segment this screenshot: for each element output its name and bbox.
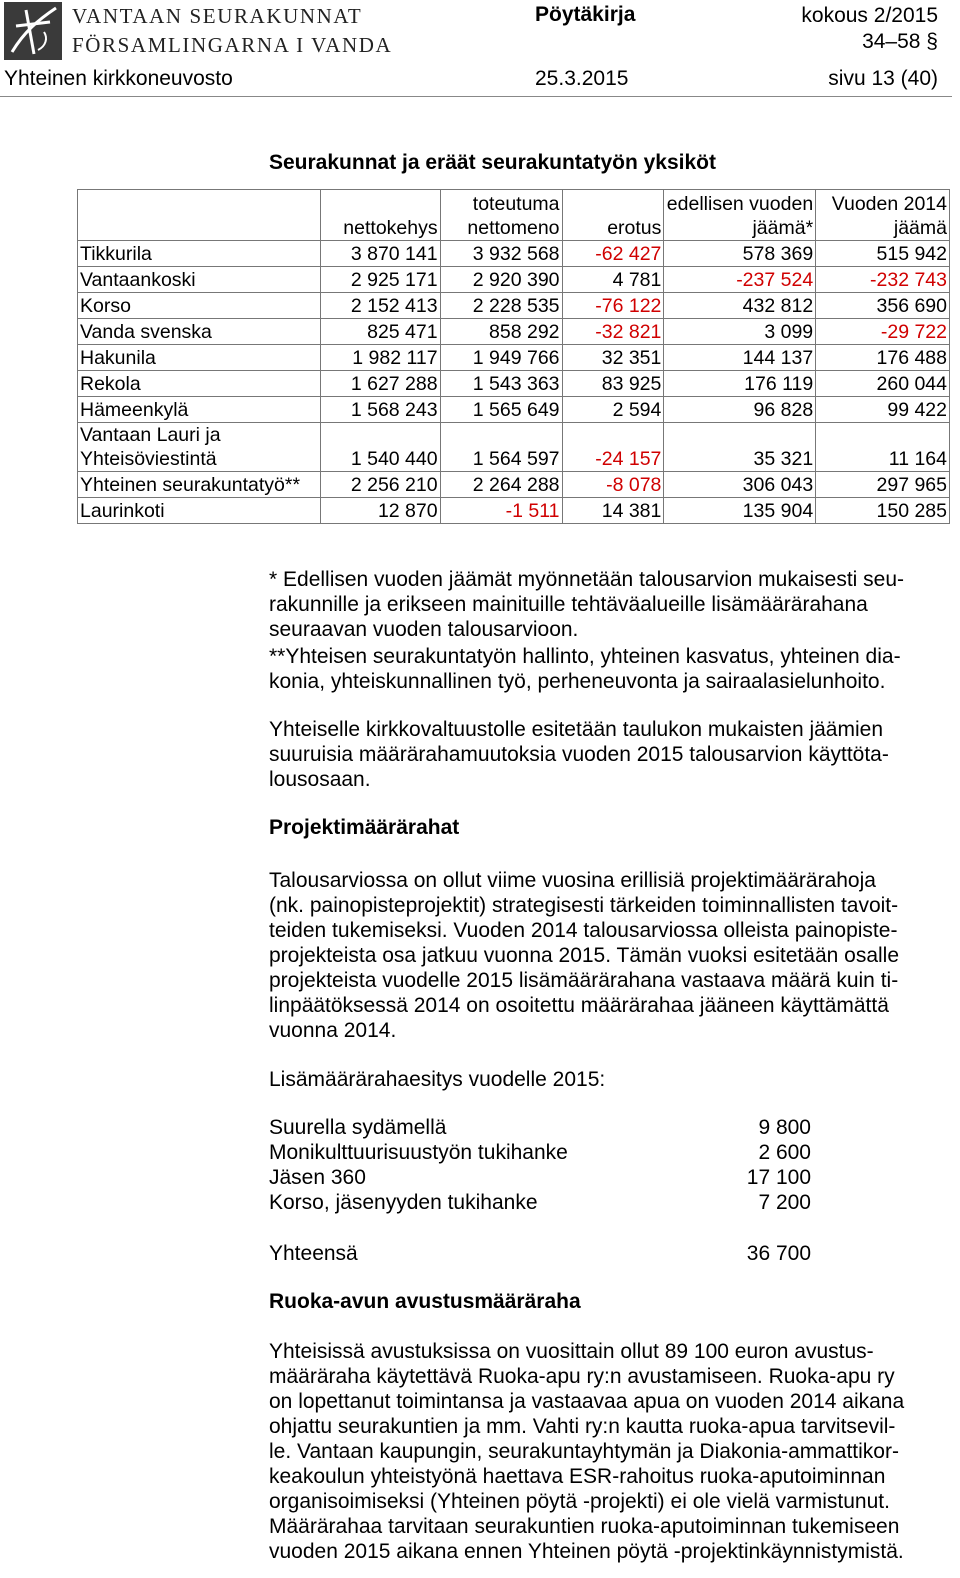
table-row [78, 371, 950, 397]
table-cell: 96 828 [664, 397, 816, 423]
table-cell: -24 157 [562, 423, 664, 472]
row-label-line: Hämeenkylä [80, 399, 189, 421]
table-cell: 99 422 [816, 397, 950, 423]
column-header-line: jäämä* [752, 217, 814, 239]
column-header-line [565, 192, 662, 216]
table-body [78, 241, 950, 524]
total-label: Yhteensä [269, 1242, 358, 1265]
text-line: keakoulun yhteistyönä haettava ESR-rahoitus ruoka-aputoiminnan [269, 1465, 886, 1488]
table-cell: 135 904 [664, 498, 816, 524]
text-line: vuoden 2015 aikana ennen Yhteinen pöytä -projektinkäynnistymistä. [269, 1540, 904, 1563]
text-line: projekteista vuodelle 2015 lisämäärärahana vastaava määrä kuin ti- [269, 969, 899, 992]
table-cell: 11 164 [816, 423, 950, 472]
table-cell: 176 488 [816, 345, 950, 371]
heading-food-aid: Ruoka-avun avustusmääräraha [269, 1290, 581, 1313]
row-label-line: Tikkurila [80, 243, 152, 265]
column-header-line: Vuoden 2014 [831, 193, 947, 215]
table-cell: 260 044 [816, 371, 950, 397]
column-header [78, 190, 321, 241]
text-line: **Yhteisen seurakuntatyön hallinto, yhteinen kasvatus, yhteinen dia- [269, 645, 901, 668]
text-line: (nk. painopisteprojektit) strategisesti tärkeiden toiminnallisten tavoit- [269, 894, 899, 917]
table-header-row [78, 190, 950, 241]
table-cell: 35 321 [664, 423, 816, 472]
table-cell: 3 099 [664, 319, 816, 345]
table-cell: 432 812 [664, 293, 816, 319]
table-cell: 2 152 413 [320, 293, 440, 319]
table-cell: 2 228 535 [440, 293, 562, 319]
table-cell: 2 920 390 [440, 267, 562, 293]
row-label-line: Hakunila [80, 347, 156, 369]
table-cell: 83 925 [562, 371, 664, 397]
footnote-2 [269, 644, 954, 694]
table-cell: 1 565 649 [440, 397, 562, 423]
table-row [78, 345, 950, 371]
table-cell: 2 256 210 [320, 472, 440, 498]
text-line: * Edellisen vuoden jäämät myönnetään talousarvion mukaisesti seu- [269, 568, 905, 591]
budget-item [269, 1140, 811, 1165]
row-label [78, 498, 321, 524]
total-amount: 36 700 [746, 1242, 811, 1265]
document-date: 25.3.2015 [535, 67, 629, 90]
table-cell: -29 722 [816, 319, 950, 345]
table-row [78, 472, 950, 498]
row-label [78, 423, 321, 472]
table-cell: -32 821 [562, 319, 664, 345]
parish-logo-icon [4, 2, 62, 60]
row-label-line: Laurinkoti [80, 500, 165, 522]
row-label-line: Korso [80, 295, 131, 317]
text-line: teiden tukemiseksi. Vuoden 2014 talousarviossa olleista painopiste- [269, 919, 898, 942]
column-header [664, 190, 816, 241]
org-name-finnish: VANTAAN SEURAKUNNAT [72, 4, 363, 28]
text-line: rakunnille ja erikseen mainituille tehtäväalueille lisämäärärahana [269, 593, 868, 616]
column-header-line [323, 192, 438, 216]
row-label [78, 241, 321, 267]
section-title: Seurakunnat ja eräät seurakuntatyön yksiköt [269, 151, 716, 174]
document-type: Pöytäkirja [535, 3, 636, 26]
text-line: Yhteiselle kirkkovaltuustolle esitetään taulukon mukaisten jäämien [269, 718, 884, 741]
table-cell: 1 540 440 [320, 423, 440, 472]
meeting-info [801, 3, 938, 55]
table-row [78, 241, 950, 267]
table-cell: -232 743 [816, 267, 950, 293]
table-cell: 356 690 [816, 293, 950, 319]
table-cell: 578 369 [664, 241, 816, 267]
column-header-line: erotus [607, 217, 662, 239]
table-cell: 144 137 [664, 345, 816, 371]
heading-project-appropriations: Projektimäärärahat [269, 816, 460, 839]
row-label [78, 267, 321, 293]
table-cell: -62 427 [562, 241, 664, 267]
text-line: Yhteisissä avustuksissa on vuosittain ollut 89 100 euron avustus- [269, 1340, 874, 1363]
paragraph-3 [269, 1339, 954, 1564]
column-header-line [80, 216, 318, 240]
text-line: on lopettanut toimintansa ja vastaavaa apua on vuoden 2014 aikana [269, 1390, 905, 1413]
budget-item-label: Jäsen 360 [269, 1166, 366, 1189]
row-label-line: Vanda svenska [80, 321, 212, 343]
table-cell: 1 564 597 [440, 423, 562, 472]
budget-item [269, 1115, 811, 1140]
text-line: Talousarviossa on ollut viime vuosina erillisiä projektimäärärahoja [269, 869, 876, 892]
column-header [320, 190, 440, 241]
row-label [78, 293, 321, 319]
budget-item-label: Monikulttuurisuustyön tukihanke [269, 1141, 568, 1164]
row-label [78, 319, 321, 345]
row-label-line: Vantaan Lauri ja [80, 424, 221, 446]
budget-item-label: Suurella sydämellä [269, 1116, 447, 1139]
text-line: le. Vantaan kaupungin, seurakuntayhtymän ja Diakonia-ammattikor- [269, 1440, 899, 1463]
budget-item-amount: 17 100 [746, 1166, 811, 1189]
budget-item-amount: 2 600 [758, 1141, 811, 1164]
meeting-number: kokous 2/2015 [801, 4, 938, 27]
table-cell: 32 351 [562, 345, 664, 371]
row-label-line: Vantaankoski [80, 269, 196, 291]
table-row [78, 293, 950, 319]
row-label-line: Rekola [80, 373, 141, 395]
paragraph-2 [269, 868, 954, 1043]
paragraph-1 [269, 717, 954, 792]
table-cell: 3 870 141 [320, 241, 440, 267]
row-label [78, 371, 321, 397]
table-cell: 2 264 288 [440, 472, 562, 498]
text-line: seuraavan vuoden talousarvioon. [269, 618, 579, 641]
page-number: sivu 13 (40) [828, 67, 938, 90]
table-cell: 2 925 171 [320, 267, 440, 293]
table-cell: 2 594 [562, 397, 664, 423]
row-label [78, 345, 321, 371]
column-header-line: nettokehys [343, 217, 438, 239]
text-line: Määrärahaa tarvitaan seurakuntien ruoka-aputoiminnan tukemiseen [269, 1515, 900, 1538]
budget-item-amount: 7 200 [758, 1191, 811, 1214]
document-header [0, 0, 960, 100]
header-divider [0, 96, 952, 97]
column-header-line: jäämä [893, 217, 947, 239]
text-line: linpäätöksessä 2014 on osoitettu määrärahaa jääneen käyttämättä [269, 994, 889, 1017]
table-row [78, 319, 950, 345]
organization-name: Yhteinen kirkkoneuvosto [4, 67, 233, 90]
text-line: organisoimiseksi (Yhteinen pöytä -projekti) ei ole vielä varmistunut. [269, 1490, 890, 1513]
column-header-line: toteutuma [472, 193, 560, 215]
footnote-1 [269, 567, 954, 642]
text-line: konia, yhteiskunnallinen työ, perheneuvonta ja sairaalasielunhoito. [269, 670, 886, 693]
table-cell: -1 511 [440, 498, 562, 524]
row-label [78, 472, 321, 498]
table-row [78, 397, 950, 423]
budget-item [269, 1165, 811, 1190]
section-reference: 34–58 § [862, 30, 938, 53]
column-header-line [80, 192, 318, 216]
table-cell: 858 292 [440, 319, 562, 345]
table-cell: -76 122 [562, 293, 664, 319]
budget-intro: Lisämäärärahaesitys vuodelle 2015: [269, 1068, 606, 1091]
table-cell: 12 870 [320, 498, 440, 524]
column-header [816, 190, 950, 241]
text-line: ohjattu seurakuntien ja mm. Vahti ry:n kautta ruoka-apua tarvitsevil- [269, 1415, 896, 1438]
table-cell: 4 781 [562, 267, 664, 293]
table-row [78, 423, 950, 472]
text-line: vuonna 2014. [269, 1019, 397, 1042]
text-line: projekteista osa jatkuu vuonna 2015. Tämän vuoksi esitetään osalle [269, 944, 900, 967]
org-name-swedish: FÖRSAMLINGARNA I VANDA [72, 33, 393, 57]
budget-item-amount: 9 800 [758, 1116, 811, 1139]
table-cell: -8 078 [562, 472, 664, 498]
row-label [78, 397, 321, 423]
table-cell: 297 965 [816, 472, 950, 498]
table-row [78, 267, 950, 293]
table-row [78, 498, 950, 524]
table-cell: 306 043 [664, 472, 816, 498]
column-header [440, 190, 562, 241]
table-cell: 150 285 [816, 498, 950, 524]
table-cell: 515 942 [816, 241, 950, 267]
row-label-line: Yhteisöviestintä [80, 448, 217, 470]
column-header-line: nettomeno [467, 217, 560, 239]
table-cell: -237 524 [664, 267, 816, 293]
column-header-line: edellisen vuoden [666, 193, 814, 215]
text-line: lousosaan. [269, 768, 371, 791]
text-line: määräraha käytettävä Ruoka-apu ry:n avustamiseen. Ruoka-apu ry [269, 1365, 895, 1388]
finance-table [77, 189, 950, 524]
budget-total [269, 1241, 811, 1266]
table-cell: 1 982 117 [320, 345, 440, 371]
table-cell: 825 471 [320, 319, 440, 345]
table-cell: 1 949 766 [440, 345, 562, 371]
table-cell: 1 568 243 [320, 397, 440, 423]
row-label-line: Yhteinen seurakuntatyö** [80, 474, 301, 496]
budget-item-label: Korso, jäsenyyden tukihanke [269, 1191, 538, 1214]
budget-item [269, 1190, 811, 1215]
table-cell: 14 381 [562, 498, 664, 524]
table-cell: 3 932 568 [440, 241, 562, 267]
table-cell: 1 543 363 [440, 371, 562, 397]
table-cell: 176 119 [664, 371, 816, 397]
column-header [562, 190, 664, 241]
table-cell: 1 627 288 [320, 371, 440, 397]
text-line: suuruisia määrärahamuutoksia vuoden 2015 talousarvion käyttöta- [269, 743, 889, 766]
